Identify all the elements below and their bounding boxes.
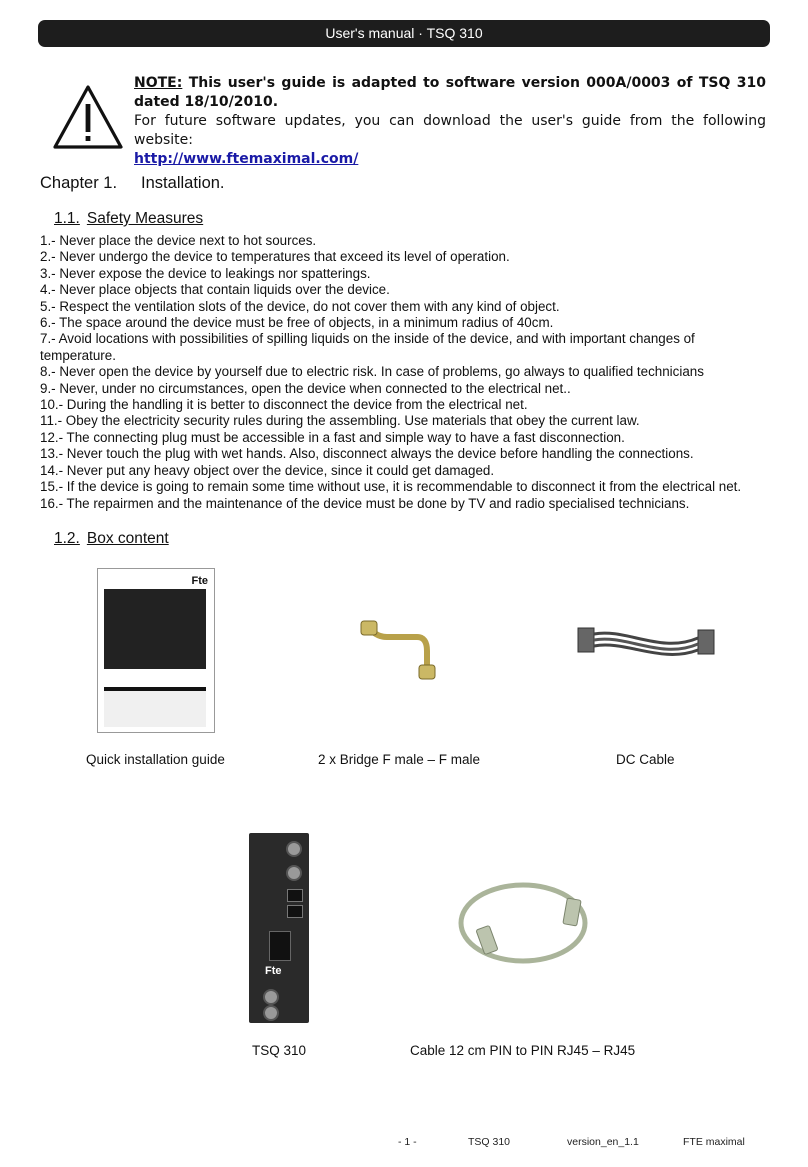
list-item: 4.- Never place objects that contain liquids over the device. [40,282,390,298]
header-bar [38,20,770,47]
chapter-heading [40,174,225,193]
list-item: 10.- During the handling it is better to disconnect the device from the electrical net. [40,397,528,413]
module-image [249,833,309,1023]
list-item: 6.- The space around the device must be free of objects, in a minimum radius of 40cm. [40,315,554,331]
note-text: This user's guide is adapted to software version 000A/0003 of TSQ 310 dated 18/10/2010. [134,75,766,110]
chapter-number: Chapter 1. [40,174,118,192]
f-connector-port [286,865,302,881]
note-line-1 [134,74,766,112]
list-item: 13.- Never touch the plug with wet hands. Also, disconnect always the device before handling the connections. [40,446,694,462]
guide-accessories-strip [104,687,206,727]
list-item: 5.- Respect the ventilation slots of the device, do not cover them with any kind of object. [40,298,560,314]
ci-slot [269,931,291,961]
section-number: 1.1. [54,210,80,227]
list-item: 15.- If the device is going to remain some time without use, it is recommendable to disconnect it from the electrical net. [40,479,742,495]
list-item: 16.- The repairmen and the maintenance of the device must be done by TV and radio specialised technicians. [40,495,690,511]
safety-list [40,233,768,512]
list-item: 8.- Never open the device by yourself due to electric risk. In case of problems, go always to qualified technicians [40,364,704,380]
bridge-image [355,615,445,685]
note-label: NOTE: [134,75,183,91]
note-line-2: For future software updates, you can download the user's guide from the following website: [134,113,766,148]
caption-rj45-cable: Cable 12 cm PIN to PIN RJ45 – RJ45 [410,1043,636,1058]
guide-logo: Fte [191,575,208,587]
list-item: 9.- Never, under no circumstances, open the device when connected to the electrical net.. [40,380,571,396]
list-item: 2.- Never undergo the device to temperatures that exceed its level of operation. [40,249,510,265]
list-item: 12.- The connecting plug must be accessible in a fast and simple way to have a fast disconnection. [40,429,625,445]
footer-page: - 1 - [398,1136,417,1148]
module-logo: Fte [265,965,282,977]
rj45-cable-image [455,875,605,975]
warning-icon [52,84,124,150]
header-title: User's manual · TSQ 310 [325,25,483,41]
list-item: 7.- Avoid locations with possibilities of spilling liquids on the inside of the device, and with important changes of temperature. [40,331,695,363]
dc-cable-image [576,618,716,668]
website-link[interactable]: http://www.ftemaximal.com/ [134,151,359,167]
list-item: 14.- Never put any heavy object over the device, since it could get damaged. [40,462,495,478]
section-title: Safety Measures [86,210,204,227]
f-connector-port [263,989,279,1005]
caption-module: TSQ 310 [252,1043,307,1058]
section-title: Box content [86,530,169,547]
guide-image [97,568,215,733]
caption-guide: Quick installation guide [86,752,225,767]
list-item: 3.- Never expose the device to leakings nor spatterings. [40,265,371,281]
caption-dc-cable: DC Cable [616,752,675,767]
footer-model: TSQ 310 [468,1136,511,1148]
f-connector-port [263,1005,279,1021]
rj45-port [287,889,303,902]
caption-bridge: 2 x Bridge F male – F male [318,752,481,767]
section-number: 1.2. [54,530,80,547]
section-heading-safety [54,210,203,228]
guide-cover-panel [104,589,206,669]
rj45-port [287,905,303,918]
footer-company: FTE maximal [683,1136,745,1148]
footer-version: version_en_1.1 [567,1136,639,1148]
list-item: 11.- Obey the electricity security rules during the assembling. Use materials that obey the current law. [40,413,640,429]
list-item: 1.- Never place the device next to hot sources. [40,233,317,248]
f-connector-port [286,841,302,857]
chapter-title: Installation. [141,174,225,192]
note-block [134,74,766,169]
section-heading-box [54,530,169,548]
